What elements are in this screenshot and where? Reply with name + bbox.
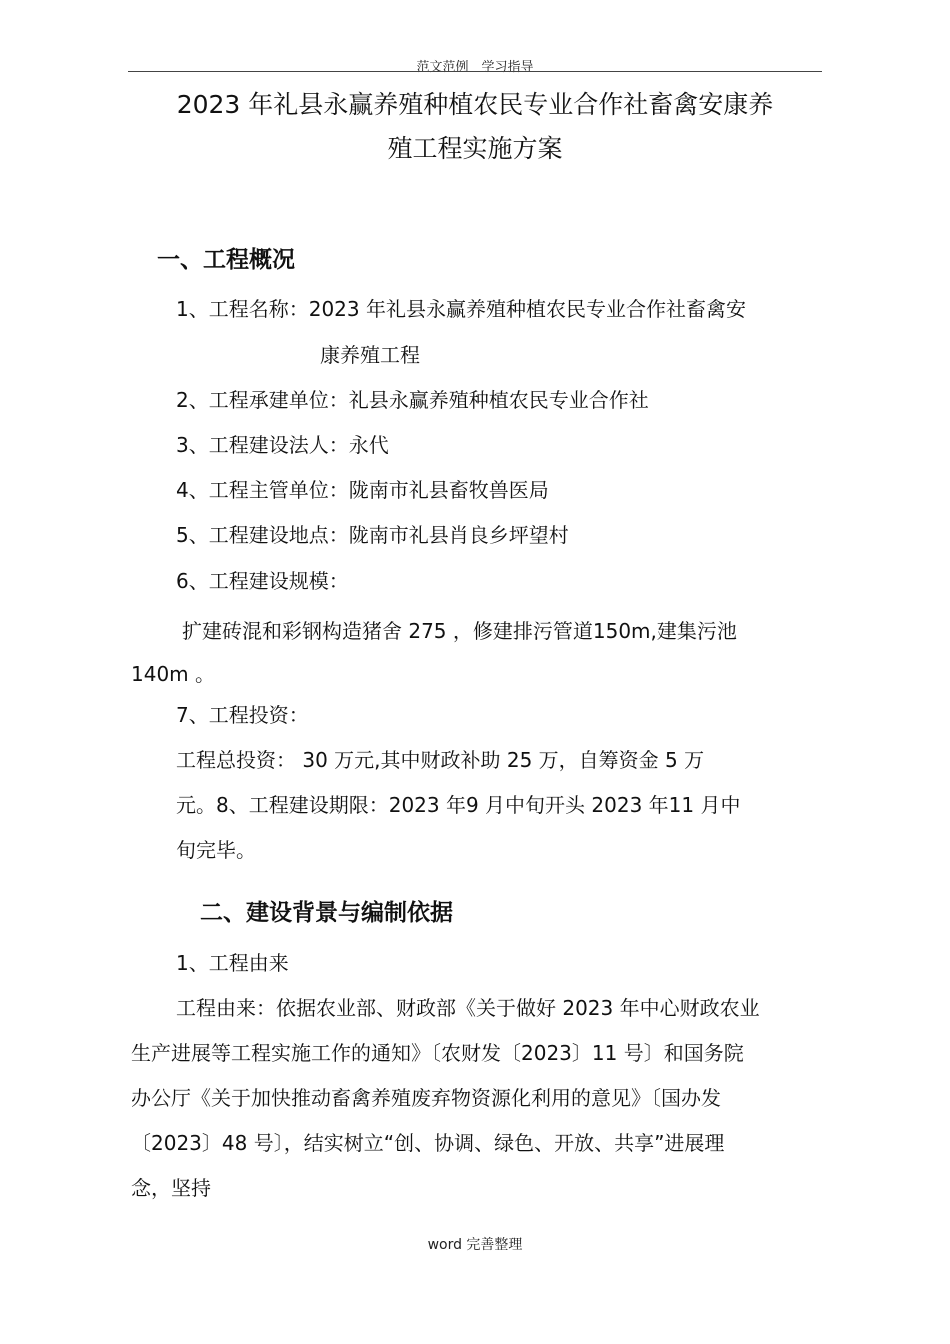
scale-text-line1: 扩建砖混和彩钢构造猪舍 275 ，修建排污管道150m,建集污池 (182, 619, 737, 643)
header-rule (128, 71, 822, 72)
item-location: 5、工程建设地点：陇南市礼县肖良乡坪望村 (176, 523, 569, 547)
item-authority: 4、工程主管单位：陇南市礼县畜牧兽医局 (176, 478, 549, 502)
item-investment: 7、工程投资： (176, 703, 309, 727)
page-header: 范文范例 学习指导 (416, 60, 534, 75)
page-footer: word 完善整理 (427, 1237, 523, 1253)
investment-line3: 旬完毕。 (176, 838, 256, 862)
document-title-line1: 2023 年礼县永赢养殖种植农民专业合作社畜禽安康养 (176, 90, 774, 119)
item-contractor: 2、工程承建单位：礼县永赢养殖种植农民专业合作社 (176, 388, 649, 412)
item-scale: 6、工程建设规模： (176, 569, 349, 593)
origin-para-line3: 办公厅《关于加快推动畜禽养殖废弃物资源化利用的意见》〔国办发 (131, 1086, 721, 1110)
origin-para-line1: 工程由来：依据农业部、财政部《关于做好 2023 年中心财政农业 (176, 996, 760, 1020)
origin-para-line5: 念，坚持 (131, 1176, 211, 1200)
item-project-name-cont: 康养殖工程 (320, 343, 420, 367)
investment-line1: 工程总投资： 30 万元,其中财政补助 25 万，自筹资金 5 万 (176, 748, 705, 772)
origin-para-line2: 生产进展等工程实施工作的通知》〔农财发〔2023〕11 号〕和国务院 (131, 1041, 744, 1065)
origin-para-line4: 〔2023〕48 号〕，结实树立“创、协调、绿色、开放、共享”进展理 (131, 1131, 725, 1155)
sub-heading-origin: 1、工程由来 (176, 951, 289, 975)
section-heading-background: 二、建设背景与编制依据 (200, 900, 453, 926)
investment-line2: 元。8、工程建设期限：2023 年9 月中旬开头 2023 年11 月中 (176, 793, 741, 817)
scale-text-line2: 140m 。 (131, 662, 216, 686)
item-project-name: 1、工程名称：2023 年礼县永赢养殖种植农民专业合作社畜禽安 (176, 297, 746, 321)
document-title-line2: 殖工程实施方案 (387, 134, 563, 163)
item-legal-person: 3、工程建设法人：永代 (176, 433, 389, 457)
section-heading-overview: 一、工程概况 (157, 247, 295, 273)
